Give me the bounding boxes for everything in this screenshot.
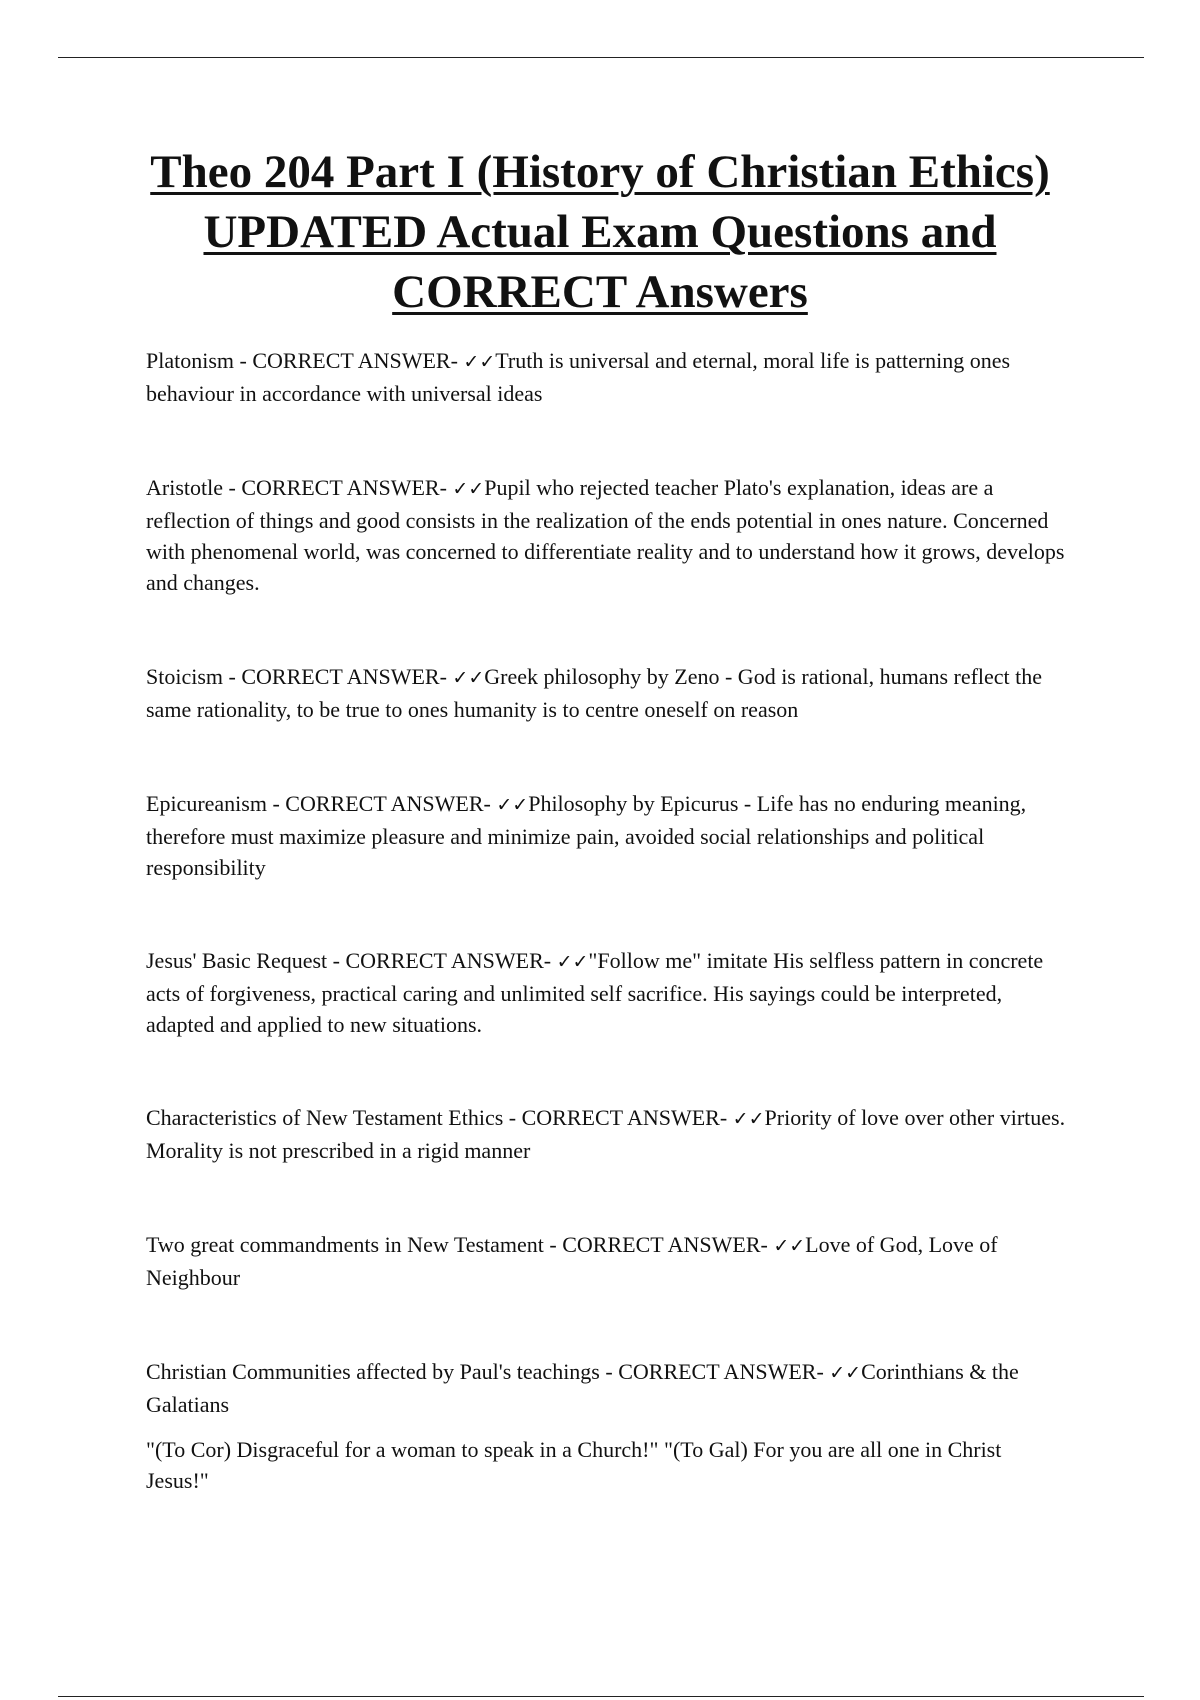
top-rule	[58, 57, 1144, 58]
qa-entry-aristotle: Aristotle - CORRECT ANSWER- ✓✓Pupil who rejected teacher Plato's explanation, ideas are a reflection of things and good consists in the realization of the ends potential in ones nature. Concerned with phenomenal world, was concerned to differentiate reality and to understand how it grows, develops and changes.	[146, 475, 1065, 595]
answer-marker: CORRECT ANSWER-	[285, 791, 491, 816]
bottom-rule	[58, 1696, 1144, 1697]
double-check-icon: ✓✓	[732, 1108, 765, 1130]
entry-answer: Greek philosophy by Zeno - God is rational, humans reflect the same rationality, to be true to ones humanity is to centre oneself on reason	[146, 664, 1043, 722]
entry-answer: Philosophy by Epicurus - Life has no enduring meaning, therefore must maximize pleasure and minimize pain, avoided social relationships and political responsibility	[146, 791, 1027, 880]
double-check-icon: ✓✓	[829, 1362, 862, 1384]
answer-marker: CORRECT ANSWER-	[618, 1359, 824, 1384]
answer-marker: CORRECT ANSWER-	[562, 1232, 768, 1257]
qa-entry-platonism: Platonism - CORRECT ANSWER- ✓✓Truth is universal and eternal, moral life is patterning ones behaviour in accordance with universal ideas	[146, 348, 1011, 406]
entry-term: Stoicism	[146, 664, 224, 689]
answer-marker: CORRECT ANSWER-	[521, 1105, 728, 1130]
document-title: Theo 204 Part I (History of Christian Ethics) UPDATED Actual Exam Questions and CORRECT Answers	[150, 146, 1050, 318]
qa-entry-pauls-communities-quote: "(To Cor) Disgraceful for a woman to speak in a Church!" "(To Gal) For you are all one in Christ Jesus!"	[146, 1437, 1002, 1493]
entry-answer: Truth is universal and eternal, moral life is patterning ones behaviour in accordance with universal ideas	[146, 348, 1011, 406]
entry-term: Platonism	[146, 348, 235, 373]
entry-answer: Pupil who rejected teacher Plato's explanation, ideas are a reflection of things and good consists in the realization of the ends potential in ones nature. Concerned with phenomenal world, was concerned to differentiate reality and to understand how it grows, develops and changes.	[146, 475, 1065, 595]
answer-marker: CORRECT ANSWER-	[241, 664, 447, 689]
answer-marker: CORRECT ANSWER-	[345, 948, 552, 973]
entry-term: Aristotle	[146, 475, 223, 500]
entry-answer: Priority of love over other virtues. Morality is not prescribed in a rigid manner	[146, 1105, 1066, 1163]
qa-entry-pauls-communities: Christian Communities affected by Paul's teachings - CORRECT ANSWER- ✓✓Corinthians & the Galatians	[146, 1359, 1019, 1417]
entry-term: Two great commandments in New Testament	[146, 1232, 544, 1257]
qa-entry-jesus-basic-request: Jesus' Basic Request - CORRECT ANSWER- ✓✓"Follow me" imitate His selfless pattern in concrete acts of forgiveness, practical caring and unlimited self sacrifice. His sayings could be interpreted, adapted and applied to new situations.	[146, 948, 1044, 1037]
qa-entry-nt-ethics-characteristics: Characteristics of New Testament Ethics - CORRECT ANSWER- ✓✓Priority of love over other virtues. Morality is not prescribed in a rigid manner	[146, 1105, 1066, 1163]
qa-entry-two-great-commandments: Two great commandments in New Testament - CORRECT ANSWER- ✓✓Love of God, Love of Neighbour	[146, 1232, 998, 1290]
double-check-icon: ✓✓	[463, 351, 496, 373]
entry-answer: Corinthians & the Galatians	[146, 1359, 1019, 1417]
entry-term: Characteristics of New Testament Ethics	[146, 1105, 504, 1130]
qa-entry-epicureanism: Epicureanism - CORRECT ANSWER- ✓✓Philosophy by Epicurus - Life has no enduring meaning, therefore must maximize pleasure and minimize pain, avoided social relationships and political responsibility	[146, 791, 1027, 880]
entry-answer: Love of God, Love of Neighbour	[146, 1232, 998, 1290]
answer-marker: CORRECT ANSWER-	[241, 475, 447, 500]
entry-answer: "Follow me" imitate His selfless pattern in concrete acts of forgiveness, practical caring and unlimited self sacrifice. His sayings could be interpreted, adapted and applied to new situations.	[146, 948, 1044, 1037]
entry-term: Epicureanism	[146, 791, 267, 816]
answer-marker: CORRECT ANSWER-	[252, 348, 458, 373]
double-check-icon: ✓✓	[452, 667, 485, 689]
entry-term: Christian Communities affected by Paul's teachings	[146, 1359, 600, 1384]
double-check-icon: ✓✓	[773, 1235, 806, 1257]
entry-term: Jesus' Basic Request	[146, 948, 328, 973]
double-check-icon: ✓✓	[556, 951, 589, 973]
double-check-icon: ✓✓	[452, 478, 485, 500]
qa-entry-stoicism: Stoicism - CORRECT ANSWER- ✓✓Greek philosophy by Zeno - God is rational, humans reflect the same rationality, to be true to ones humanity is to centre oneself on reason	[146, 664, 1043, 722]
double-check-icon: ✓✓	[496, 794, 529, 816]
